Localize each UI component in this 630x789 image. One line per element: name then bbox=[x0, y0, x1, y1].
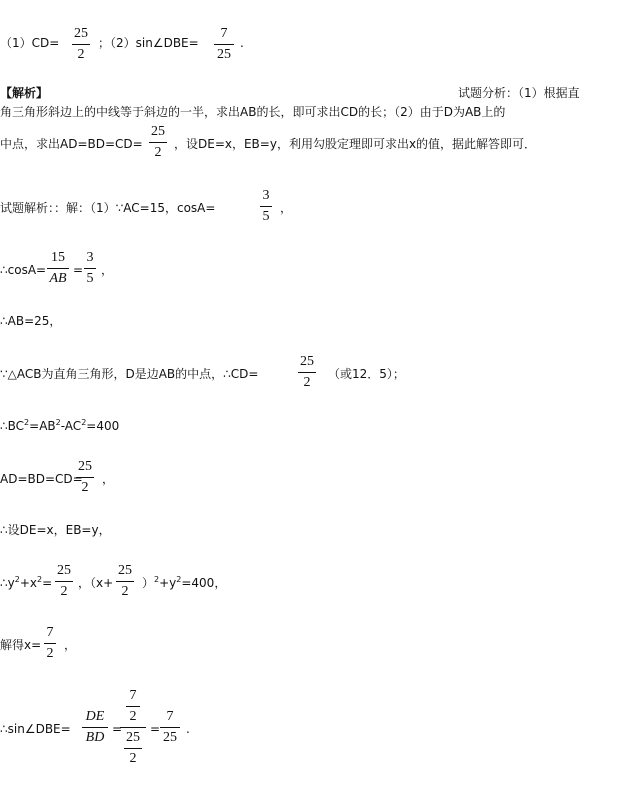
fraction-numerator: DE bbox=[85, 709, 105, 724]
fraction-numerator: 25 bbox=[78, 459, 92, 474]
analysis-line-3-prefix: 中点，求出AD=BD=CD= bbox=[0, 137, 143, 151]
fraction-numerator: 3 bbox=[262, 188, 270, 203]
fraction-denominator: 5 bbox=[86, 271, 94, 286]
answer-sin-fraction bbox=[214, 26, 234, 63]
fraction-numerator: 25 bbox=[126, 730, 140, 745]
solution-step-10-fraction-a bbox=[82, 709, 108, 746]
fraction-bar bbox=[126, 706, 140, 707]
analysis-intro: 试题分析：（1）根据直 bbox=[458, 86, 580, 100]
text-segment: = bbox=[42, 576, 53, 590]
fraction-bar bbox=[298, 372, 316, 373]
fraction-numerator: 25 bbox=[300, 354, 314, 369]
solution-step-8-fraction-a bbox=[55, 563, 73, 600]
fraction-numerator: 7 bbox=[220, 26, 228, 41]
solution-step-6: AD=BD=CD= bbox=[0, 472, 83, 486]
solution-step-1: 试题解析：：解：（1）∵AC=15，cosA= bbox=[0, 201, 216, 215]
fraction-bar bbox=[44, 643, 56, 644]
equals-sign: = bbox=[150, 722, 161, 736]
fraction-denominator: 2 bbox=[81, 480, 89, 495]
solution-step-7: ∴设DE=x，EB=y， bbox=[0, 523, 111, 537]
fraction-bar bbox=[82, 727, 108, 728]
fraction-bar-main bbox=[120, 727, 146, 728]
superscript: 2 bbox=[14, 575, 20, 584]
analysis-tag: 【解析】 bbox=[0, 86, 49, 100]
solution-step-9: 解得x= bbox=[0, 638, 42, 652]
fraction-denominator: AB bbox=[49, 271, 67, 286]
answer-end-mark: . bbox=[240, 36, 244, 50]
solution-step-1-suffix: ， bbox=[280, 201, 293, 215]
answer-cd-fraction bbox=[72, 26, 90, 63]
text-segment: ∴y bbox=[0, 576, 15, 590]
solution-step-8-fraction-b bbox=[116, 563, 134, 600]
solution-step-4-fraction bbox=[298, 354, 316, 391]
fraction-bar bbox=[76, 477, 94, 478]
solution-step-4-suffix: （或12．5）； bbox=[328, 367, 405, 381]
equals-sign: = bbox=[73, 263, 84, 277]
fraction-bar bbox=[55, 581, 73, 582]
solution-step-2: ∴cosA= bbox=[0, 263, 47, 277]
fraction-denominator: 2 bbox=[129, 751, 137, 766]
fraction-numerator: 7 bbox=[46, 625, 54, 640]
fraction-denominator: 25 bbox=[163, 730, 177, 745]
text-segment: +y bbox=[159, 576, 177, 590]
solution-step-10: ∴sin∠DBE= bbox=[0, 722, 71, 736]
analysis-line-2: 角三角形斜边上的中线等于斜边的一半，求出AB的长，即可求出CD的长；（2）由于D为AB上的 bbox=[0, 105, 506, 119]
text-segment: =400， bbox=[181, 576, 227, 590]
solution-step-1-fraction bbox=[260, 188, 272, 225]
fraction-denominator: 2 bbox=[154, 145, 162, 160]
fraction-bar bbox=[214, 44, 234, 45]
superscript: 2 bbox=[154, 575, 160, 584]
solution-step-4: ∵△ACB为直角三角形，D是边AB的中点，∴CD= bbox=[0, 367, 259, 381]
solution-step-6-fraction bbox=[76, 459, 94, 496]
fraction-bar bbox=[124, 748, 142, 749]
solution-step-10-complex-fraction bbox=[120, 688, 146, 767]
solution-step-5 bbox=[0, 418, 119, 436]
fraction-denominator: 2 bbox=[121, 584, 129, 599]
superscript: 2 bbox=[176, 575, 182, 584]
fraction-denominator: 2 bbox=[77, 47, 85, 62]
fraction-bar bbox=[116, 581, 134, 582]
solution-step-8-suffix bbox=[142, 575, 226, 593]
fraction-numerator: 25 bbox=[151, 124, 165, 139]
fraction-bar bbox=[72, 44, 90, 45]
text-segment: +x bbox=[19, 576, 37, 590]
fraction-denominator: 5 bbox=[262, 209, 270, 224]
solution-step-8-prefix bbox=[0, 575, 52, 593]
complex-fraction-numerator bbox=[120, 688, 146, 725]
fraction-bar bbox=[260, 206, 272, 207]
answer-part2-prefix: ；（2）sin∠DBE= bbox=[98, 36, 199, 50]
superscript: 2 bbox=[24, 418, 30, 427]
solution-step-3: ∴AB=25， bbox=[0, 314, 62, 328]
text-segment: ∴BC bbox=[0, 419, 25, 433]
text-segment: =400 bbox=[86, 419, 120, 433]
equals-sign: = bbox=[112, 722, 123, 736]
fraction-bar bbox=[47, 268, 69, 269]
solution-step-2-suffix: ， bbox=[101, 263, 114, 277]
fraction-denominator: 2 bbox=[303, 375, 311, 390]
fraction-numerator: 7 bbox=[129, 688, 137, 703]
text-segment: ） bbox=[142, 576, 155, 590]
fraction-numerator: 7 bbox=[166, 709, 174, 724]
solution-end-mark: . bbox=[186, 722, 190, 736]
text-segment: =AB bbox=[29, 419, 56, 433]
solution-step-6-suffix: ， bbox=[102, 472, 115, 486]
solution-step-10-result-fraction bbox=[160, 709, 180, 746]
fraction-denominator: 2 bbox=[129, 709, 137, 724]
solution-step-9-fraction bbox=[44, 625, 56, 662]
solution-step-2-fraction-a bbox=[47, 250, 69, 287]
fraction-numerator: 3 bbox=[86, 250, 94, 265]
fraction-denominator: 25 bbox=[217, 47, 231, 62]
solution-step-8-middle: ，（x+ bbox=[78, 576, 114, 590]
superscript: 2 bbox=[81, 418, 87, 427]
fraction-bar bbox=[149, 142, 167, 143]
solution-step-2-fraction-b bbox=[84, 250, 96, 287]
text-segment: -AC bbox=[60, 419, 82, 433]
fraction-numerator: 25 bbox=[118, 563, 132, 578]
answer-part1-prefix: （1）CD= bbox=[0, 36, 60, 50]
analysis-fraction bbox=[149, 124, 167, 161]
fraction-numerator: 25 bbox=[57, 563, 71, 578]
superscript: 2 bbox=[55, 418, 61, 427]
fraction-bar bbox=[84, 268, 96, 269]
complex-fraction-denominator bbox=[120, 730, 146, 767]
solution-step-9-suffix: ， bbox=[64, 638, 77, 652]
fraction-bar bbox=[160, 727, 180, 728]
fraction-denominator: BD bbox=[85, 730, 105, 745]
fraction-denominator: 2 bbox=[46, 646, 54, 661]
superscript: 2 bbox=[37, 575, 43, 584]
analysis-line-3-suffix: ，设DE=x，EB=y，利用勾股定理即可求出x的值，据此解答即可． bbox=[174, 137, 537, 151]
fraction-denominator: 2 bbox=[60, 584, 68, 599]
fraction-numerator: 15 bbox=[51, 250, 65, 265]
fraction-numerator: 25 bbox=[74, 26, 88, 41]
